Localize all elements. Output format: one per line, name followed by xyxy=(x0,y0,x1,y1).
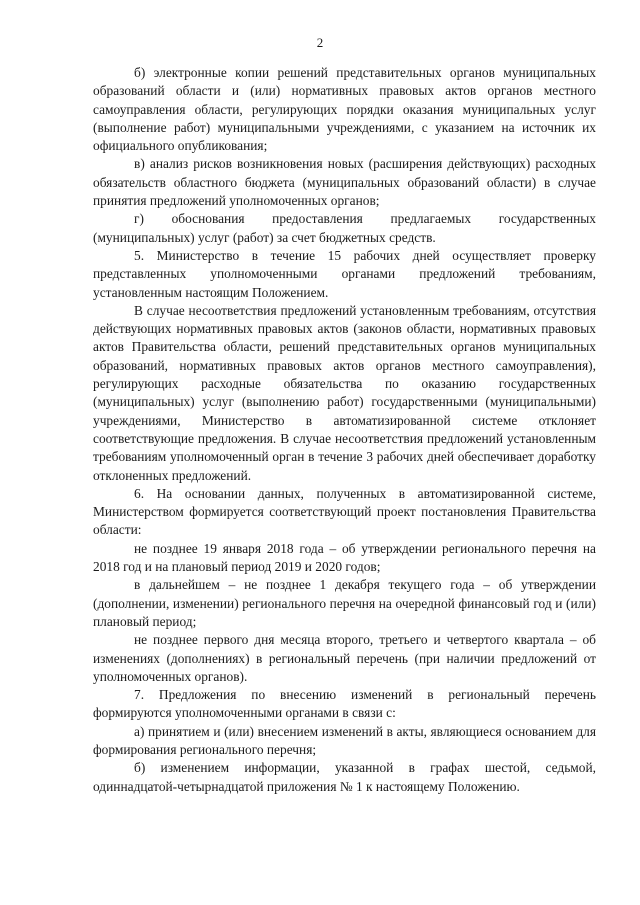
paragraph-b-information-change: б) изменением информации, указанной в графах шестой, седьмой, одиннадцатой-четырнадцатой приложения № 1 к настоящему Положению. xyxy=(93,760,596,794)
paragraph-7-amendments: 7. Предложения по внесению изменений в региональный перечень формируются уполномоченными органами в связи с: xyxy=(93,687,596,721)
paragraph-6-draft-resolution: 6. На основании данных, полученных в автоматизированной системе, Министерством формируется соответствующий проект постановления Правительства области: xyxy=(93,485,596,538)
paragraph-nonconformity: В случае несоответствия предложений установленным требованиям, отсутствия действующих нормативных правовых актов (законов области, нормативных правовых актов Правительства области, решений представительных органов муниципальных образований, нормативных правовых актов органов местного самоуправления), регулирующих расходные обязательства по оказанию государственных (муниципальных) услуг (выполнению работ) государственными (муниципальными) учреждениями, Министерство в автоматизированной системе отклоняет соответствующие предложения. В случае несоответствия предложений установленным требованиям уполномоченный орган в течение 3 рабочих дней обеспечивает доработку отклоненных предложений. xyxy=(93,302,596,483)
paragraph-v-risk-analysis: в) анализ рисков возникновения новых (расширения действующих) расходных обязательств областного бюджета (муниципальных образований области) в случае принятия предложений уполномоченных органов; xyxy=(93,156,596,209)
paragraph-g-justification: г) обоснования предоставления предлагаемых государственных (муниципальных) услуг (работ) за счет бюджетных средств. xyxy=(93,211,596,245)
document-body xyxy=(93,64,596,796)
paragraph-a-acts: а) принятием и (или) внесением изменений в акты, являющиеся основанием для формирования регионального перечня; xyxy=(93,723,596,757)
paragraph-b-electronic-copies: б) электронные копии решений представительных органов муниципальных образований области и (или) нормативных правовых актов органов местного самоуправления области, регулирующих порядки оказания муниципальных услуг (выполнение работ) муниципальными учреждениями, с указанием на источник их официального опубликования; xyxy=(93,65,596,154)
paragraph-deadline-quarterly: не позднее первого дня месяца второго, третьего и четвертого квартала – об изменениях (дополнениях) в региональный перечень (при наличии предложений от уполномоченных органов). xyxy=(93,632,596,684)
paragraph-5-verification: 5. Министерство в течение 15 рабочих дней осуществляет проверку представленных уполномоченными органами предложений требованиям, установленным настоящим Положением. xyxy=(93,247,596,300)
page-number: 2 xyxy=(316,35,324,50)
paragraph-deadline-december: в дальнейшем – не позднее 1 декабря текущего года – об утверждении (дополнении, изменении) регионального перечня на очередной финансовый год и (или) плановый период; xyxy=(93,577,596,629)
paragraph-deadline-2018: не позднее 19 января 2018 года – об утверждении регионального перечня на 2018 год и на плановый период 2019 и 2020 годов; xyxy=(93,540,596,575)
